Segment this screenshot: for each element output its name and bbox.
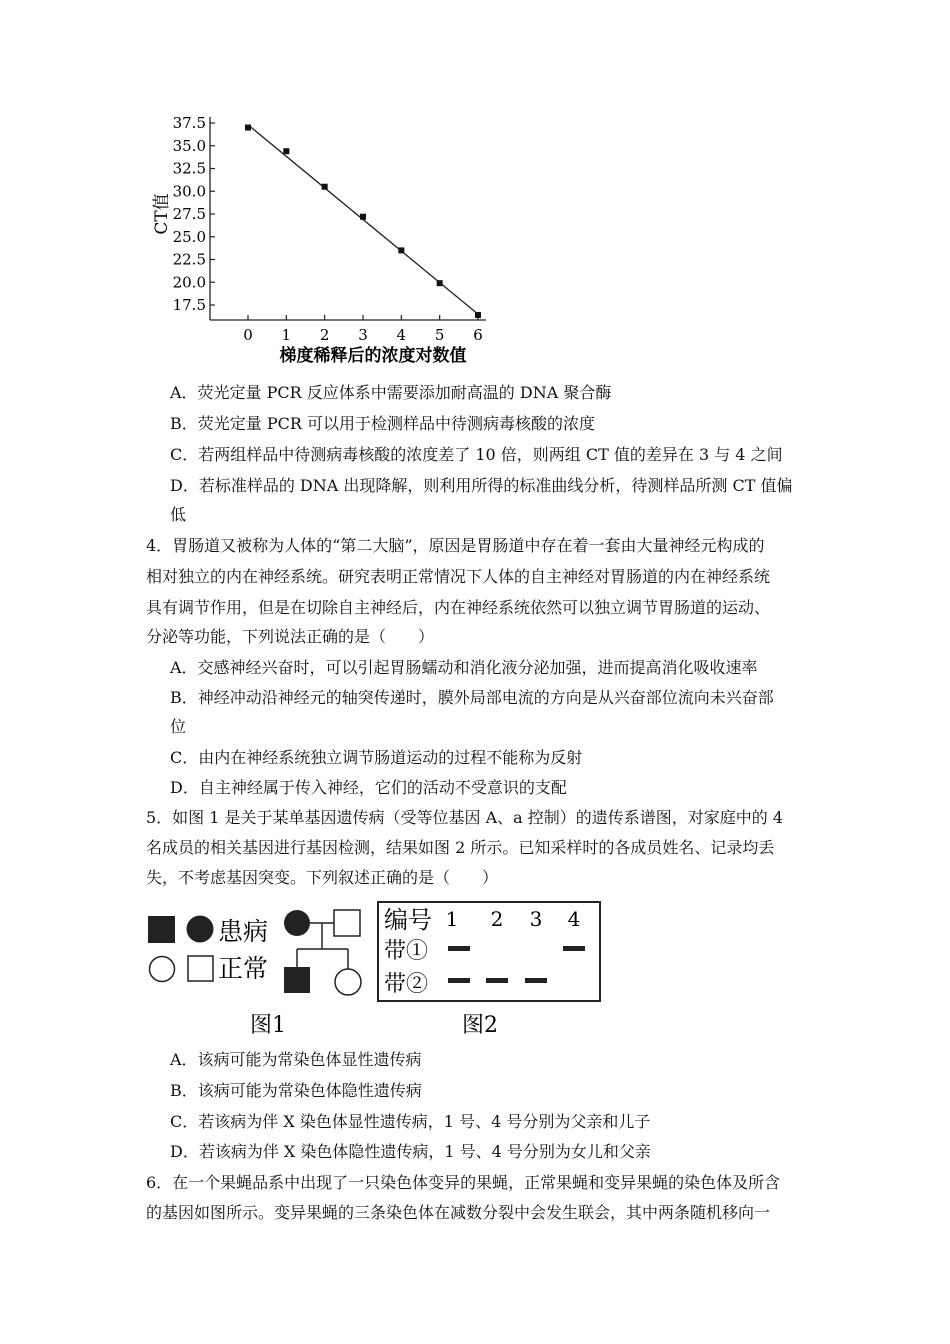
band1-mark [563,946,585,951]
q4-option-c: C．由内在神经系统独立调节肠道运动的过程不能称为反射 [170,748,583,767]
x-tick-label: 6 [473,326,483,344]
band2-mark [525,978,547,983]
q6-stem-line: 的基因如图所示。变异果蝇的三条染色体在减数分裂中会发生联会，其中两条随机移向一 [146,1203,771,1222]
y-tick-label: 35.0 [172,136,206,155]
y-tick-label: 27.5 [172,205,206,223]
data-point [322,184,328,190]
daughter-normal [335,969,361,995]
x-tick-label: 0 [243,326,253,344]
fig2-number: 3 [529,907,543,931]
father-normal [334,910,360,936]
fig2-number: 4 [567,907,581,931]
data-point [475,312,481,318]
mother-affected [284,910,310,936]
band1-label: 带① [384,939,429,964]
band2-label: 带② [384,972,429,997]
q5-stem-line: 失，不考虑基因突变。下列叙述正确的是（ ） [146,868,499,887]
q3-option-a: A．荧光定量 PCR 反应体系中需要添加耐高温的 DNA 聚合酶 [170,383,612,402]
q4-stem-line: 4．胃肠道又被称为人体的“第二大脑”，原因是胃肠道中存在着一套由大量神经元构成的 [146,536,765,555]
q5-option-a: A．该病可能为常染色体显性遗传病 [170,1050,422,1069]
q3-option-c: C．若两组样品中待测病毒核酸的浓度差了 10 倍，则两组 CT 值的差异在 3 与 4 之间 [170,445,783,464]
x-tick-label: 3 [358,326,368,344]
band1-mark [448,946,470,951]
pedigree-chart [284,910,361,995]
y-tick-label: 30.0 [172,182,206,201]
fig2-header: 编号 [384,906,432,934]
q3-option-b: B．荧光定量 PCR 可以用于检测样品中待测病毒核酸的浓度 [170,414,595,433]
data-point [283,148,289,154]
y-tick-label: 17.5 [172,296,206,314]
x-tick-label: 4 [396,326,407,344]
q5-stem-line: 5．如图 1 是关于某单基因遗传病（受等位基因 A、a 控制）的遗传系谱图，对家庭中的 4 [146,808,784,827]
q3-option-d-cont: 低 [170,505,187,524]
q6-stem-line: 6．在一个果蝇品系中出现了一只染色体变异的果蝇，正常果蝇和变异果蝇的染色体及所含 [146,1173,781,1192]
y-tick-label: 25.0 [172,227,206,246]
x-tick-label: 1 [281,326,292,344]
q5-option-d: D．若该病为伴 X 染色体隐性遗传病，1 号、4 号分别为女儿和父亲 [170,1142,651,1161]
y-tick-label: 22.5 [172,250,206,269]
fig2-label: 图2 [462,1013,498,1038]
pedigree-figure [140,895,610,1045]
fig1-label: 图1 [250,1013,286,1038]
q3-option-d: D．若标准样品的 DNA 出现降解，则利用所得的标准曲线分析，待测样品所测 CT 值偏 [170,476,793,495]
y-axis-label: CT值 [152,193,172,235]
q4-stem-line: 相对独立的内在神经系统。研究表明正常情况下人体的自主神经对胃肠道的内在神经系统 [146,567,771,586]
x-axis-label: 梯度稀释后的浓度对数值 [279,346,467,366]
band2-mark [448,978,470,983]
q5-option-c: C．若该病为伴 X 染色体显性遗传病，1 号、4 号分别为父亲和儿子 [170,1112,651,1131]
normal-female-symbol [150,957,175,982]
q5-option-b: B．该病可能为常染色体隐性遗传病 [170,1081,422,1100]
fig2-number: 2 [490,907,504,931]
x-tick-label: 2 [319,326,330,344]
q4-option-b-cont: 位 [170,717,187,736]
q5-stem-line: 名成员的相关基因进行基因检测，结果如图 2 所示。已知采样时的各成员姓名、记录均丢 [146,838,775,857]
affected-female-symbol [187,916,214,943]
data-point [437,280,443,286]
q4-option-b: B．神经冲动沿神经元的轴突传递时，膜外局部电流的方向是从兴奋部位流向未兴奋部 [170,688,774,707]
normal-male-symbol [188,956,213,981]
affected-male-symbol [148,916,175,943]
band2-mark [486,978,508,983]
q4-option-a: A．交感神经兴奋时，可以引起胃肠蠕动和消化液分泌加强，进而提高消化吸收速率 [170,658,758,677]
y-tick-label: 37.5 [172,114,206,132]
x-tick-label: 5 [434,326,445,344]
q4-stem-line: 分泌等功能，下列说法正确的是（ ） [146,627,435,646]
son-affected [284,967,310,993]
data-point [360,214,366,220]
legend-affected-label: 患病 [218,917,269,946]
ct-standard-curve-chart [140,105,500,375]
data-point [398,247,404,253]
legend-normal-label: 正常 [218,954,269,983]
q4-option-d: D．自主神经属于传入神经，它们的活动不受意识的支配 [170,778,567,797]
q4-stem-line: 具有调节作用，但是在切除自主神经后，内在神经系统依然可以独立调节胃肠道的运动、 [146,598,771,617]
y-tick-label: 20.0 [172,273,206,292]
fig2-number: 1 [445,907,459,931]
data-point [245,125,251,131]
y-tick-label: 32.5 [172,159,206,178]
